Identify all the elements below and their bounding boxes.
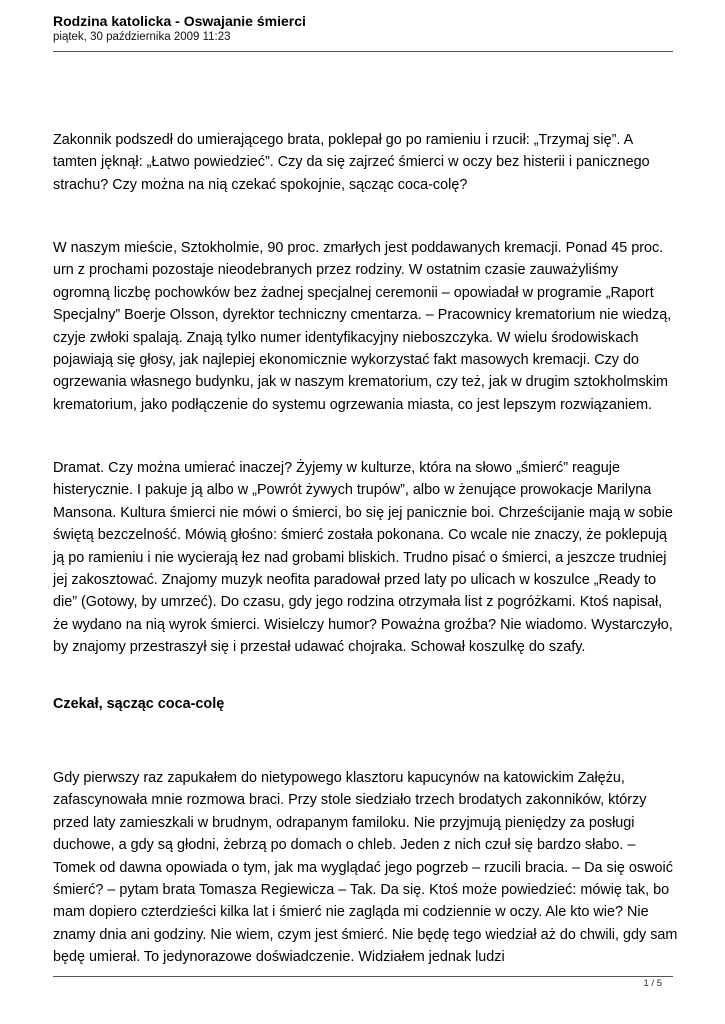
header-divider <box>53 51 673 52</box>
page-number: 1 / 5 <box>643 978 662 989</box>
document-title: Rodzina katolicka - Oswajanie śmierci <box>53 13 306 29</box>
article-paragraph-3: Dramat. Czy można umierać inaczej? Żyjemy w kulturze, która na słowo „śmierć” reaguje histerycznie. I pakuje ją albo w „Powrót żywych trupów”, albo w żenujące prowokacje Marilyna Mansona. Kultura śmierci nie mówi o śmierci, bo się jej panicznie boi. Chrześcijanie mają w sobie świętą bezczelność. Mówią głośno: śmierć została pokonana. Co wcale nie znaczy, że poklepują ją po ramieniu i nie wycierają łez nad grobami bliskich. Trudno pisać o śmierci, a jeszcze trudniej jej zakosztować. Znajomy muzyk neofita paradował przed laty po ulicach w koszulce „Ready to die” (Gotowy, by umrzeć). Do czasu, gdy jego rodzina otrzymała list z pogróżkami. Ktoś napisał, że wydano na nią wyrok śmierci. Wisielczy humor? Poważna groźba? Nie wiadomo. Wystarczyło, by znajomy przestraszył się i przestał udawać chojraka. Schował koszulkę do szafy. <box>53 460 673 656</box>
article-paragraph-1: Zakonnik podszedł do umierającego brata, poklepał go po ramieniu i rzucił: „Trzymaj się”. A tamten jęknął: „Łatwo powiedzieć”. Czy da się zajrzeć śmierci w oczy bez histerii i panicznego strachu? Czy można na nią czekać spokojnie, sącząc coca-colę? <box>53 132 650 193</box>
document-date: piątek, 30 października 2009 11:23 <box>53 31 231 43</box>
footer-divider <box>53 976 673 977</box>
article-paragraph-4: Gdy pierwszy raz zapukałem do nietypowego klasztoru kapucynów na katowickim Załężu, zafascynowała mnie rozmowa braci. Przy stole siedziało trzech brodatych zakonników, którzy przed laty zamieszkali w brudnym, odrapanym familoku. Nie przyjmują pieniędzy za posługi duchowe, a gdy są głodni, żebrzą po domach o chleb. Jeden z nich czuł się bardzo słabo. – Tomek od dawna opowiada o tym, jak ma wyglądać jego pogrzeb – rzucili bracia. – Da się oswoić śmierć? – pytam brata Tomasza Regiewicza – Tak. Da się. Ktoś może powiedzieć: mówię tak, bo mam dopiero czterdzieści kilka lat i śmierć nie zagląda mi codziennie w oczy. Ale kto wie? Nie znamy dnia ani godziny. Nie wiem, czym jest śmierć. Nie będę tego wiedział aż do chwili, gdy sam będę umierał. To jedynorazowe doświadczenie. Widziałem jednak ludzi <box>53 770 678 966</box>
section-heading: Czekał, sącząc coca-colę <box>53 696 225 712</box>
article-paragraph-2: W naszym mieście, Sztokholmie, 90 proc. zmarłych jest poddawanych kremacji. Ponad 45 proc. urn z prochami pozostaje nieodebranych przez rodziny. W ostatnim czasie zauważyliśmy ogromną liczbę pochowków bez żadnej specjalnej ceremonii – opowiadał w programie „Raport Specjalny” Boerje Olsson, dyrektor techniczny cmentarza. – Pracownicy krematorium nie wiedzą, czyje zwłoki spalają. Znają tylko numer identyfikacyjny nieboszczyka. W wielu środowiskach pojawiają się głosy, jak najlepiej ekonomicznie wykorzystać fakt masowych kremacji. Czy do ogrzewania własnego budynku, jak w naszym krematorium, czy też, jak w drugim sztokholmskim krematorium, jako podłączenie do systemu ogrzewania miasta, co jest lepszym rozwiązaniem. <box>53 240 672 413</box>
page-header <box>53 13 673 45</box>
